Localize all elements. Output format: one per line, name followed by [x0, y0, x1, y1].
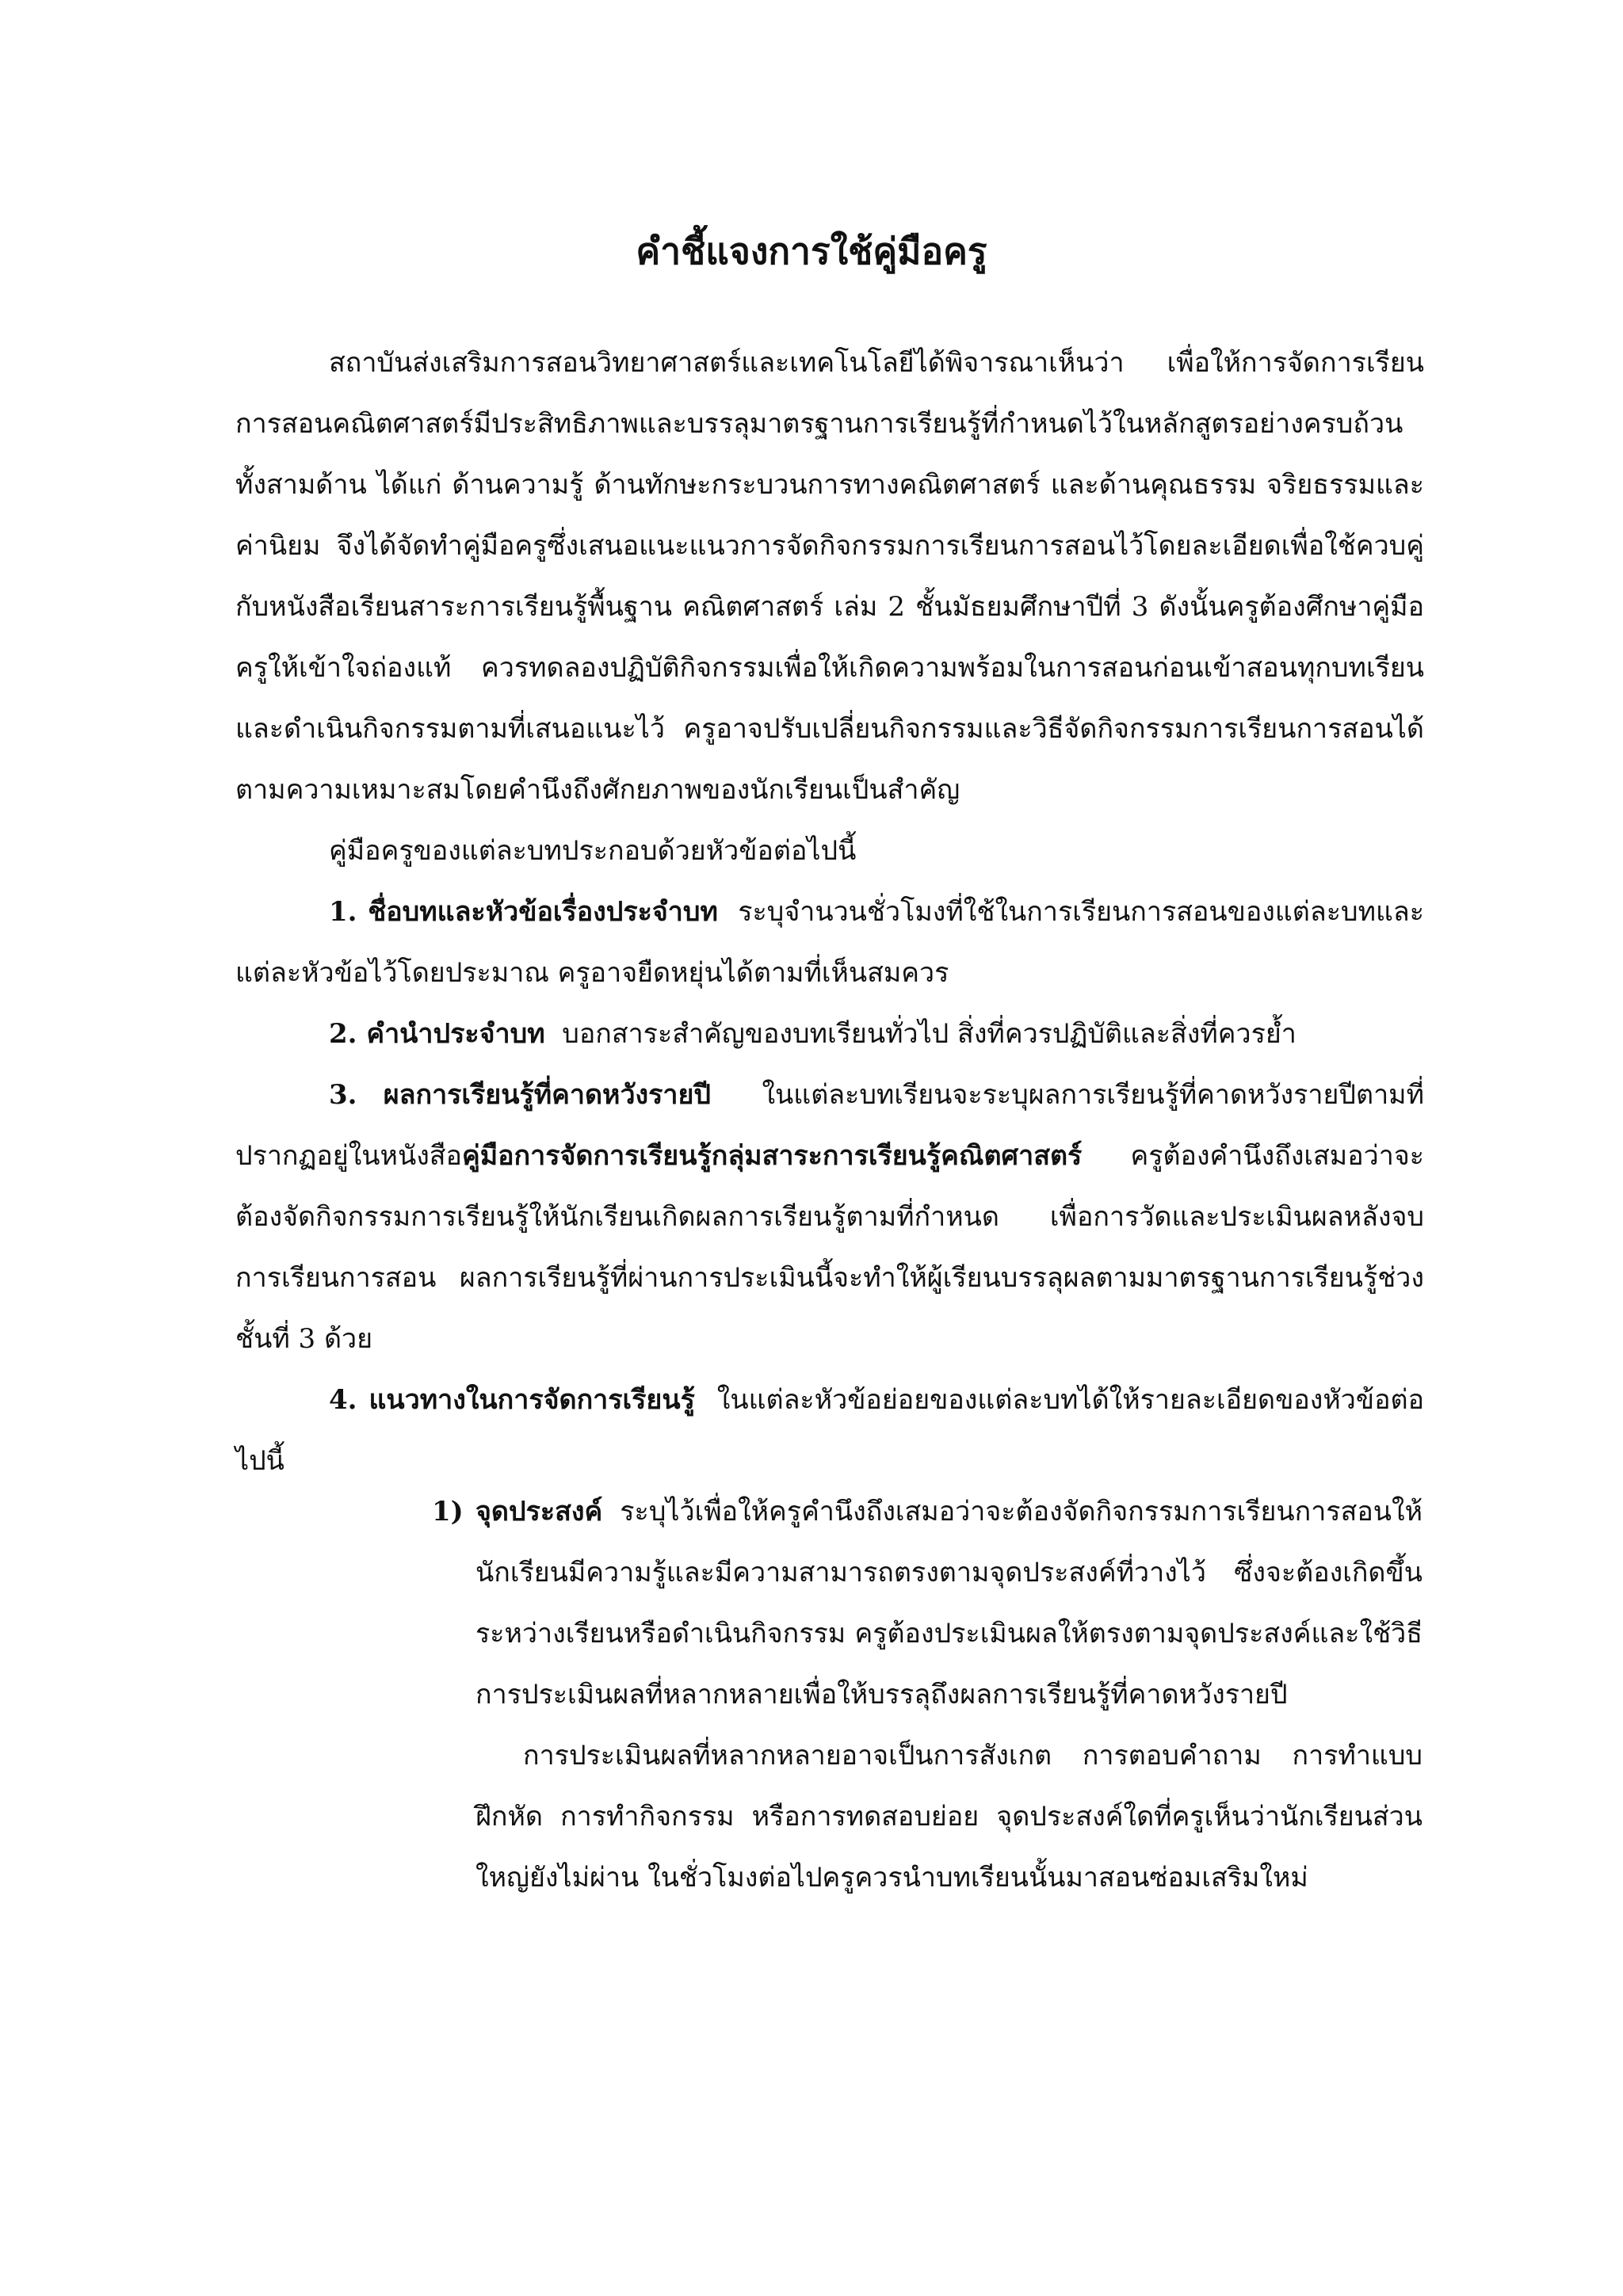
item-3-bold-reference: คู่มือการจัดการเรียนรู้กลุ่มสาระการเรียนรู้คณิตศาสตร์	[461, 1140, 1083, 1172]
sub-item-1	[432, 1482, 1423, 1726]
item-3-text-a: ในแต่ละบทเรียนจะระบุผลการเรียนรู้ที่คาดหวังรายปีตามที่ปรากฏอยู่ในหนังสือ	[235, 1079, 1424, 1172]
item-4-label: 4. แนวทางในการจัดการเรียนรู้	[329, 1384, 695, 1416]
sub-item-1-text: ระบุไว้เพื่อให้ครูคำนึงถึงเสมอว่าจะต้องจัดกิจกรรมการเรียนการสอนให้นักเรียนมีความรู้และมีความสามารถตรงตามจุดประสงค์ที่วางไว้ ซึ่งจะต้องเกิดขึ้นระหว่างเรียนหรือดำเนินกิจกรรม ครูต้องประเมินผลให้ตรงตามจุดประสงค์และใช้วิธีการประเมินผลที่หลากหลายเพื่อให้บรรลุถึงผลการเรียนรู้ที่คาดหวังรายปี	[475, 1496, 1423, 1711]
intro-paragraph: สถาบันส่งเสริมการสอนวิทยาศาสตร์และเทคโนโลยีได้พิจารณาเห็นว่า เพื่อให้การจัดการเรียนการสอนคณิตศาสตร์มีประสิทธิภาพและบรรลุมาตรฐานการเรียนรู้ที่กำหนดไว้ในหลักสูตรอย่างครบถ้วนทั้งสามด้าน ได้แก่ ด้านความรู้ ด้านทักษะกระบวนการทางคณิตศาสตร์ และด้านคุณธรรม จริยธรรมและค่านิยม จึงได้จัดทำคู่มือครูซึ่งเสนอแนะแนวการจัดกิจกรรมการเรียนการสอนไว้โดยละเอียดเพื่อใช้ควบคู่กับหนังสือเรียนสาระการเรียนรู้พื้นฐาน คณิตศาสตร์ เล่ม 2 ชั้นมัธยมศึกษาปีที่ 3 ดังนั้นครูต้องศึกษาคู่มือครูให้เข้าใจถ่องแท้ ควรทดลองปฏิบัติกิจกรรมเพื่อให้เกิดความพร้อมในการสอนก่อนเข้าสอนทุกบทเรียน และดำเนินกิจกรรมตามที่เสนอแนะไว้ ครูอาจปรับเปลี่ยนกิจกรรมและวิธีจัดกิจกรรมการเรียนการสอนได้ตามความเหมาะสมโดยคำนึงถึงศักยภาพของนักเรียนเป็นสำคัญ	[235, 347, 1424, 806]
page-title: คำชี้แจงการใช้คู่มือครู	[636, 230, 987, 273]
body-text	[235, 333, 1424, 1492]
item-3-text-b: ครูต้องคำนึงถึงเสมอว่าจะต้องจัดกิจกรรมการเรียนรู้ให้นักเรียนเกิดผลการเรียนรู้ตามที่กำหนด เพื่อการวัดและประเมินผลหลังจบการเรียนการสอน ผลการเรียนรู้ที่ผ่านการประเมินนี้จะทำให้ผู้เรียนบรรลุผลตามมาตรฐานการเรียนรู้ช่วงชั้นที่ 3 ด้วย	[235, 1140, 1424, 1355]
item-4	[235, 1370, 1424, 1492]
item-2-text: บอกสาระสำคัญของบทเรียนทั่วไป สิ่งที่ควรปฏิบัติและสิ่งที่ควรย้ำ	[562, 1018, 1296, 1050]
item-4-text: ในแต่ละหัวข้อย่อยของแต่ละบทได้ให้รายละเอียดของหัวข้อต่อไปนี้	[235, 1384, 1425, 1477]
item-3-label: 3. ผลการเรียนรู้ที่คาดหวังรายปี	[329, 1079, 712, 1111]
item-2-label: 2. คำนำประจำบท	[329, 1018, 545, 1050]
item-2	[235, 1004, 1424, 1065]
item-1-label: 1. ชื่อบทและหัวข้อเรื่องประจำบท	[329, 896, 718, 928]
sub-item-1-paragraph-2: การประเมินผลที่หลากหลายอาจเป็นการสังเกต การตอบคำถาม การทำแบบฝึกหัด การทำกิจกรรม หรือการทดสอบย่อย จุดประสงค์ใดที่ครูเห็นว่านักเรียนส่วนใหญ่ยังไม่ผ่าน ในชั่วโมงต่อไปครูควรนำบทเรียนนั้นมาสอนซ่อมเสริมใหม่	[475, 1740, 1423, 1894]
components-intro: คู่มือครูของแต่ละบทประกอบด้วยหัวข้อต่อไปนี้	[329, 835, 857, 867]
sub-item-1-label: จุดประสงค์	[475, 1496, 603, 1527]
item-3	[235, 1065, 1424, 1370]
item-1-text: ระบุจำนวนชั่วโมงที่ใช้ในการเรียนการสอนของแต่ละบทและแต่ละหัวข้อไว้โดยประมาณ ครูอาจยืดหยุ่นได้ตามที่เห็นสมควร	[235, 896, 1424, 989]
sub-item-1-number: 1)	[432, 1496, 464, 1527]
sub-list	[432, 1482, 1423, 1909]
item-1	[235, 882, 1424, 1004]
